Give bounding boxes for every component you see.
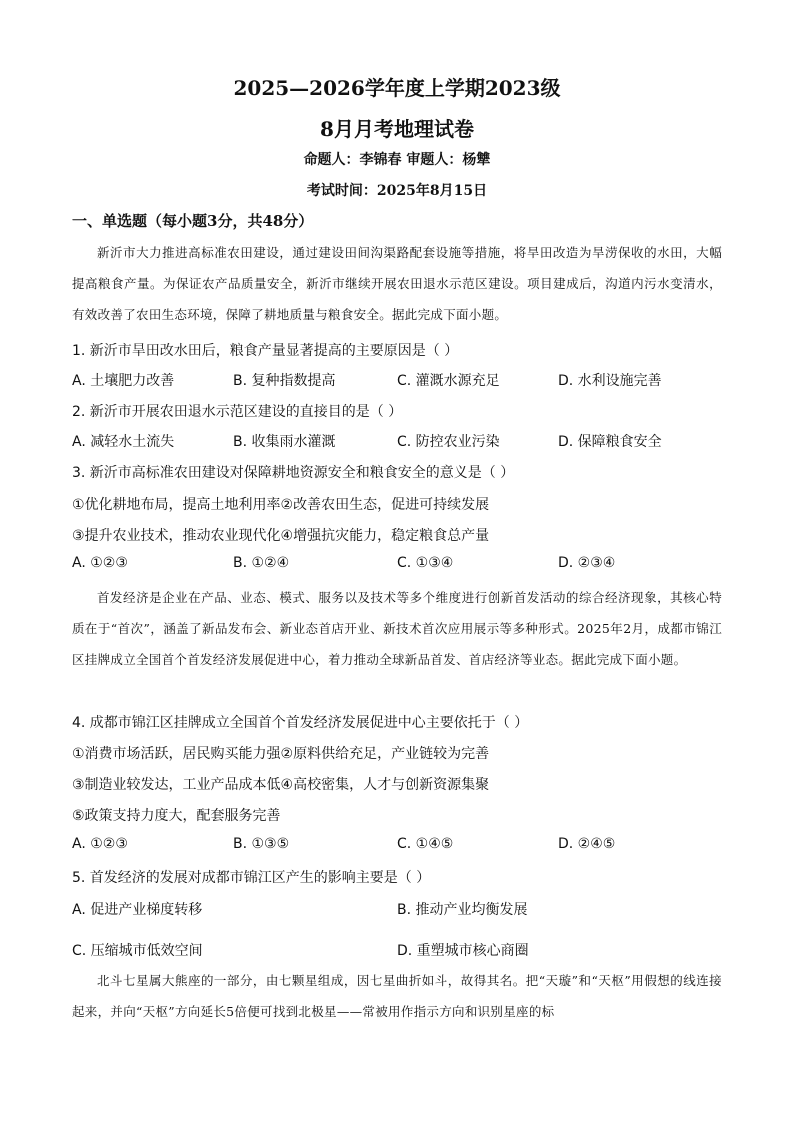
question-3-option-a: A. ①②③ [72, 555, 128, 571]
question-2-stem: 2. 新沂市开展农田退水示范区建设的直接目的是（ ） [72, 404, 403, 420]
question-3-statement: ③提升农业技术，推动农业现代化④增强抗灾能力，稳定粮食总产量 [72, 528, 490, 544]
question-1-stem: 1. 新沂市旱田改水田后，粮食产量显著提高的主要原因是（ ） [72, 343, 459, 359]
passage-2: 首发经济是企业在产品、业态、模式、服务以及技术等多个维度进行创新首发活动的综合经济现象，其核心特质在于“首次”，涵盖了新品发布会、新业态首店开业、新技术首次应用展示等多种形式。2025年2月，成都市锦江区挂牌成立全国首个首发经济发展促进中心，着力推动全球新品首发、首店经济等业态。据此完成下面小题。 [72, 590, 722, 667]
question-3-statement: ①优化耕地布局，提高土地利用率②改善农田生态，促进可持续发展 [72, 497, 490, 513]
question-4-option-c: C. ①④⑤ [397, 836, 454, 852]
exam-time: 考试时间：2025年8月15日 [306, 183, 488, 199]
question-4-option-b: B. ①③⑤ [233, 836, 290, 852]
exam-authors: 命题人：李锦春 审题人：杨犨 [303, 152, 491, 168]
question-4-stem: 4. 成都市锦江区挂牌成立全国首个首发经济发展促进中心主要依托于（ ） [72, 715, 529, 731]
question-1-option-d: D. 水利设施完善 [558, 373, 662, 389]
question-3-stem: 3. 新沂市高标准农田建设对保障耕地资源安全和粮食安全的意义是（ ） [72, 465, 515, 481]
question-2-option-c: C. 防控农业污染 [397, 434, 500, 450]
question-2-option-b: B. 收集雨水灌溉 [233, 434, 336, 450]
question-5-option-b: B. 推动产业均衡发展 [397, 902, 528, 918]
question-3-option-b: B. ①②④ [233, 555, 290, 571]
question-4-statement: ⑤政策支持力度大，配套服务完善 [72, 808, 281, 824]
question-1-option-b: B. 复种指数提高 [233, 373, 336, 389]
question-4-statement: ①消费市场活跃，居民购买能力强②原料供给充足，产业链较为完善 [72, 746, 490, 762]
exam-title: 2025—2026学年度上学期2023级 [233, 76, 561, 100]
question-4-statement: ③制造业较发达，工业产品成本低④高校密集，人才与创新资源集聚 [72, 777, 490, 793]
question-2-option-a: A. 减轻水土流失 [72, 434, 175, 450]
question-1-option-a: A. 土壤肥力改善 [72, 373, 175, 389]
section-heading: 一、单选题（每小题3分，共48分） [72, 212, 314, 230]
question-3-option-c: C. ①③④ [397, 555, 454, 571]
passage-3: 北斗七星属大熊座的一部分，由七颗星组成，因七星曲折如斗，故得其名。把“天璇”和“天枢”用假想的线连接起来，并向“天枢”方向延长5倍便可找到北极星——常被用作指示方向和识别星座的标 [72, 973, 722, 1019]
question-4-option-a: A. ①②③ [72, 836, 128, 852]
question-2-option-d: D. 保障粮食安全 [558, 434, 662, 450]
question-4-option-d: D. ②④⑤ [558, 836, 616, 852]
question-5-option-d: D. 重塑城市核心商圈 [397, 943, 529, 959]
exam-subtitle: 8月月考地理试卷 [320, 117, 474, 141]
question-5-option-c: C. 压缩城市低效空间 [72, 943, 203, 959]
question-5-stem: 5. 首发经济的发展对成都市锦江区产生的影响主要是（ ） [72, 870, 431, 886]
question-1-option-c: C. 灌溉水源充足 [397, 373, 500, 389]
question-5-option-a: A. 促进产业梯度转移 [72, 902, 203, 918]
passage-1: 新沂市大力推进高标准农田建设，通过建设田间沟渠路配套设施等措施，将旱田改造为旱涝保收的水田，大幅提高粮食产量。为保证农产品质量安全，新沂市继续开展农田退水示范区建设。项目建成后，沟道内污水变清水，有效改善了农田生态环境，保障了耕地质量与粮食安全。据此完成下面小题。 [72, 245, 722, 322]
question-3-option-d: D. ②③④ [558, 555, 616, 571]
